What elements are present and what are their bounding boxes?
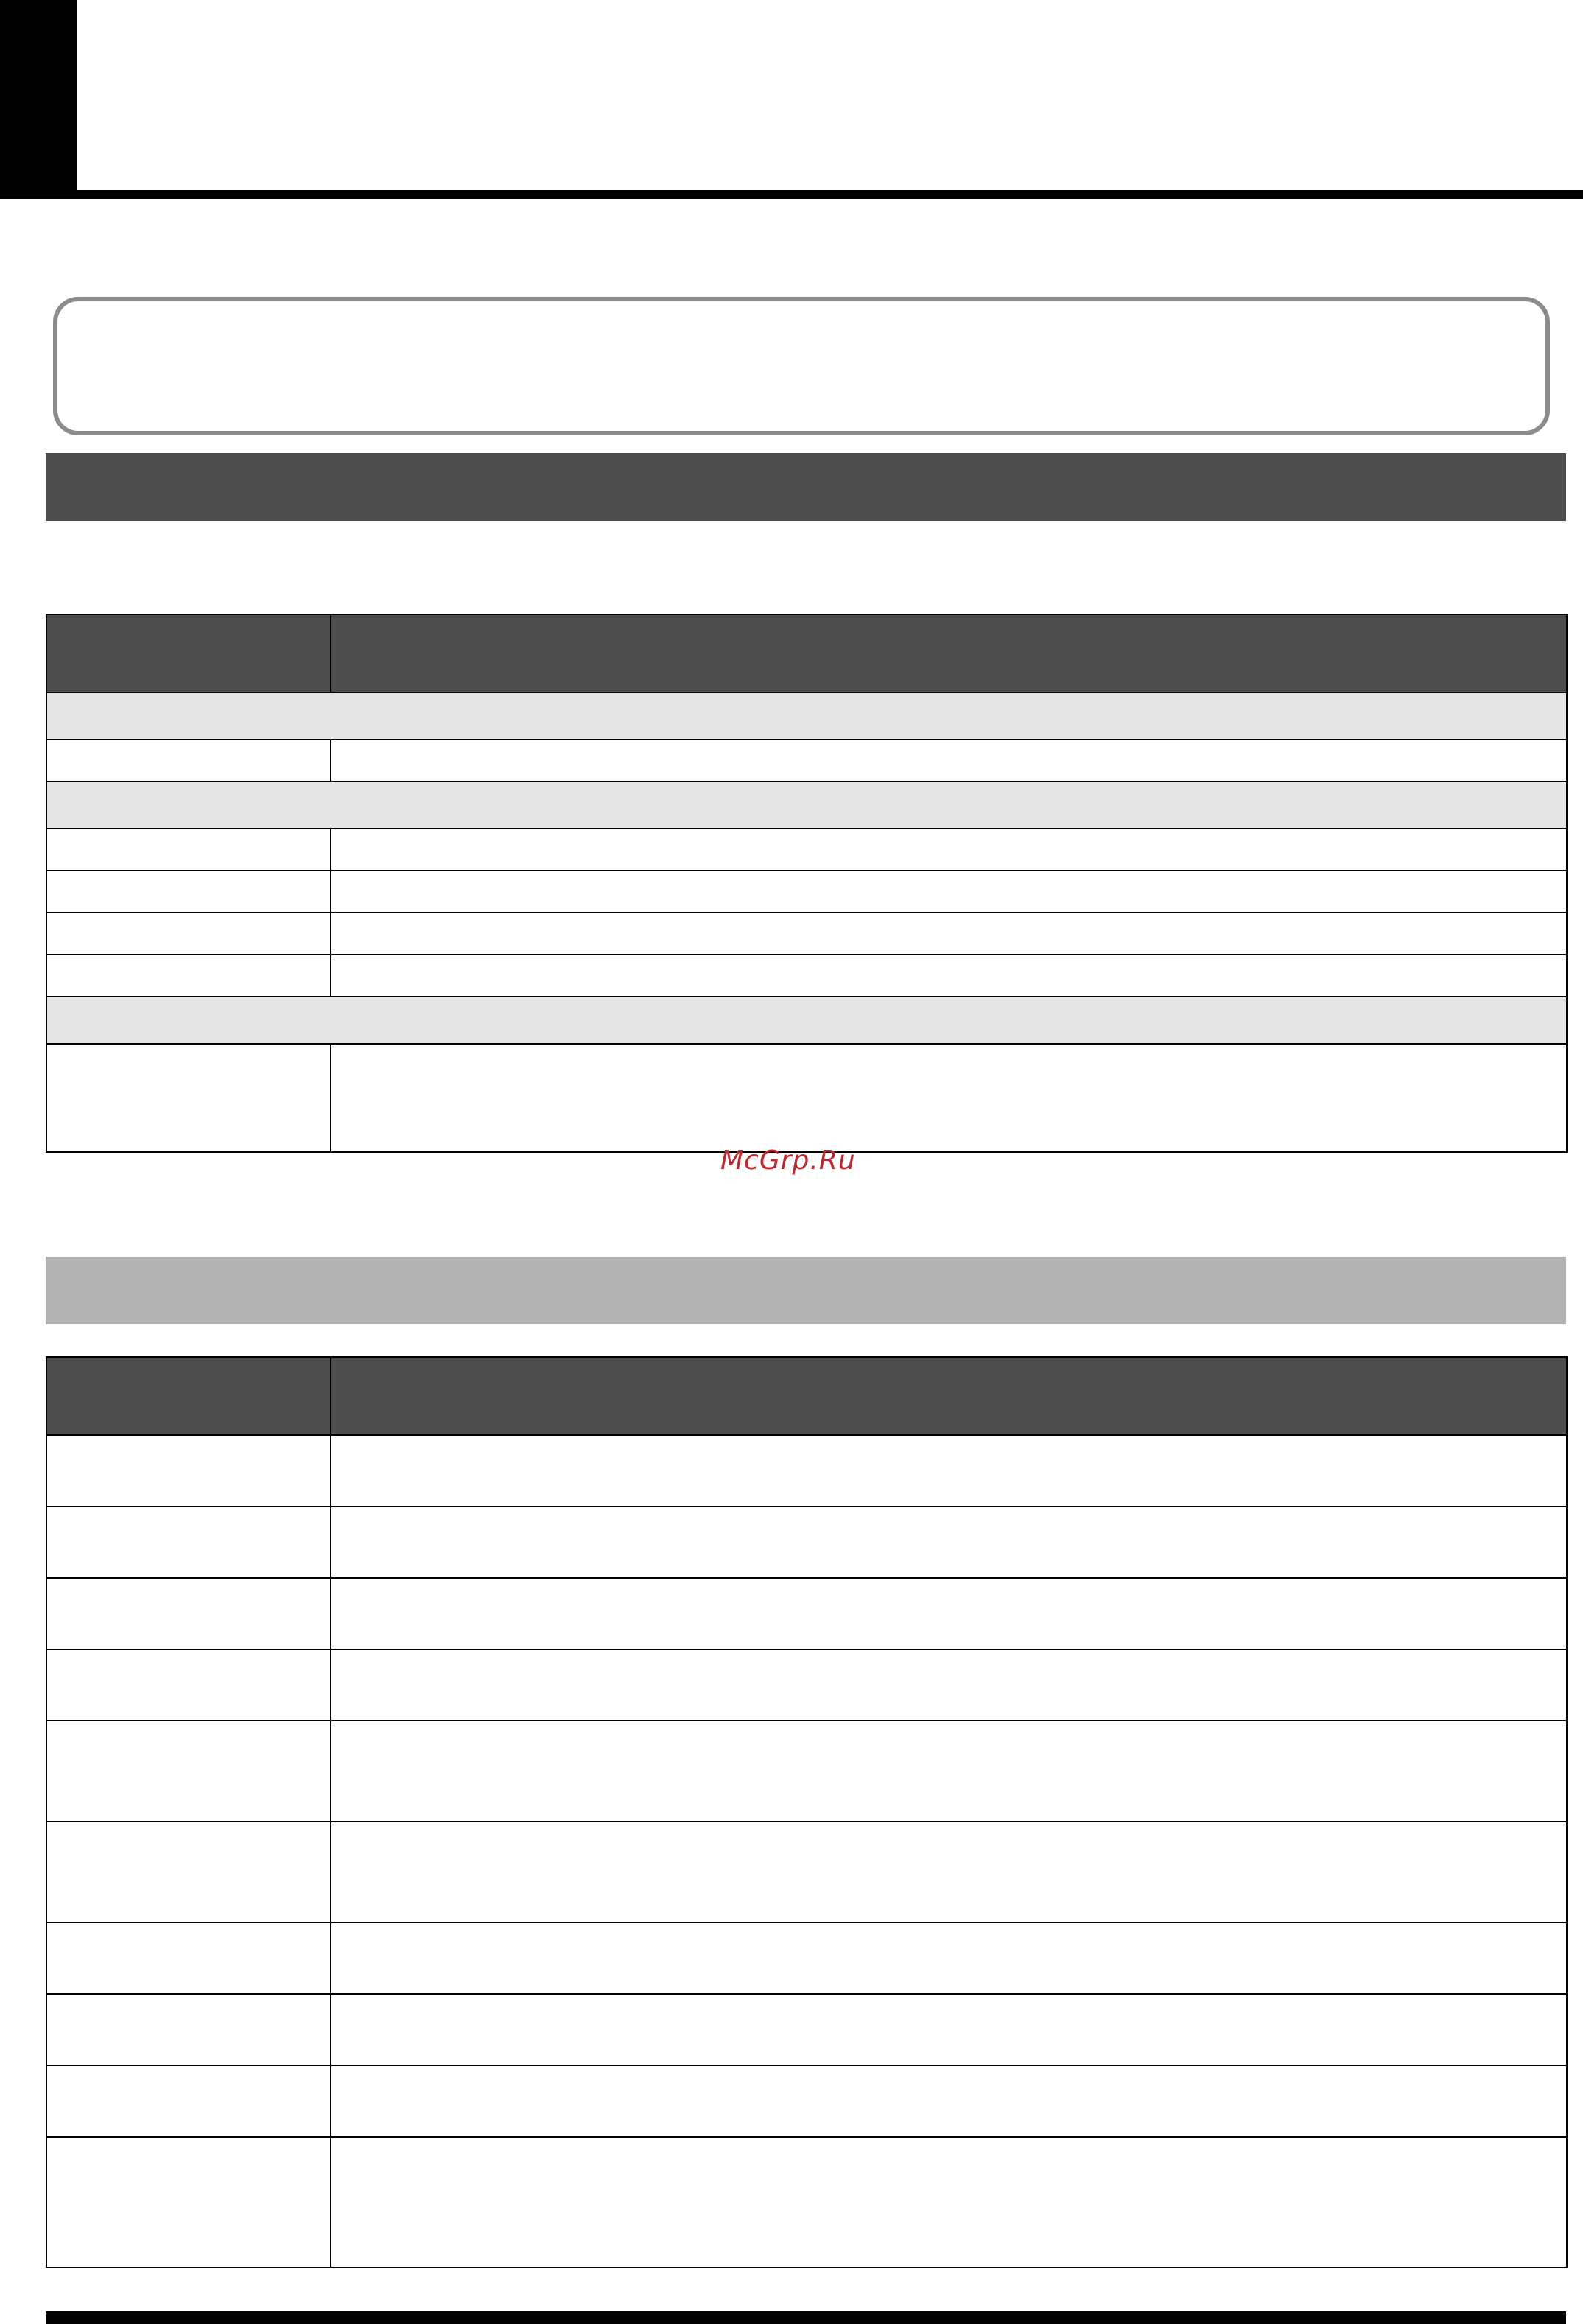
- corner-block: [0, 0, 77, 199]
- table-cell: [331, 1044, 1567, 1152]
- table-header-cell: [46, 614, 331, 692]
- table-cell: [331, 2137, 1567, 2267]
- table-cell: [46, 1721, 331, 1822]
- section-bar-2: [46, 1257, 1566, 1324]
- table-row: [46, 1923, 1567, 1994]
- table-cell: [46, 1435, 331, 1506]
- table-cell: [331, 1506, 1567, 1578]
- table-row: [46, 2137, 1567, 2267]
- table-cell: [331, 1994, 1567, 2065]
- table-row: [46, 2065, 1567, 2137]
- group-cell: [46, 692, 1567, 740]
- table-row: [46, 1649, 1567, 1721]
- table-cell: [46, 1994, 331, 2065]
- table-cell: [331, 913, 1567, 955]
- table-cell: [46, 913, 331, 955]
- table-cell: [331, 955, 1567, 997]
- table-row: [46, 1994, 1567, 2065]
- table-row: [46, 740, 1567, 782]
- table-cell: [46, 2065, 331, 2137]
- table-row: [46, 913, 1567, 955]
- table-cell: [46, 1822, 331, 1923]
- table-row: [46, 871, 1567, 913]
- table-cell: [331, 1822, 1567, 1923]
- table-header-cell: [331, 614, 1567, 692]
- table-cell: [46, 1923, 331, 1994]
- table-header-cell: [46, 1357, 331, 1435]
- table-cell: [46, 1578, 331, 1649]
- table-cell: [331, 740, 1567, 782]
- table-group-row: [46, 692, 1567, 740]
- footer-rule: [46, 2311, 1566, 2324]
- table-cell: [331, 829, 1567, 871]
- table-cell: [46, 955, 331, 997]
- table-header-cell: [331, 1357, 1567, 1435]
- table-cell: [46, 1649, 331, 1721]
- table-cell: [46, 1506, 331, 1578]
- table-row: [46, 1435, 1567, 1506]
- spec-table-2: [46, 1356, 1568, 2268]
- group-cell: [46, 782, 1567, 829]
- table-cell: [331, 1721, 1567, 1822]
- section-bar-1: [46, 453, 1566, 521]
- table-cell: [331, 871, 1567, 913]
- table-row: [46, 1721, 1567, 1822]
- watermark-text: McGrp.Ru: [720, 1145, 856, 1176]
- table-row: [46, 955, 1567, 997]
- table-cell: [331, 1923, 1567, 1994]
- table-header-row: [46, 1357, 1567, 1435]
- group-cell: [46, 997, 1567, 1044]
- table-cell: [331, 2065, 1567, 2137]
- table-cell: [331, 1435, 1567, 1506]
- header-rule: [77, 190, 1583, 199]
- rounded-note-box: [53, 297, 1550, 435]
- table-cell: [46, 740, 331, 782]
- table-row: [46, 1578, 1567, 1649]
- table-cell: [46, 871, 331, 913]
- table-cell: [46, 1044, 331, 1152]
- table-group-row: [46, 782, 1567, 829]
- table-row: [46, 829, 1567, 871]
- table-cell: [46, 829, 331, 871]
- table-header-row: [46, 614, 1567, 692]
- table-cell: [46, 2137, 331, 2267]
- table-row: [46, 1506, 1567, 1578]
- table-cell: [331, 1649, 1567, 1721]
- table-cell: [331, 1578, 1567, 1649]
- table-row: [46, 1044, 1567, 1152]
- spec-table-1: [46, 614, 1568, 1153]
- table-row: [46, 1822, 1567, 1923]
- table-group-row: [46, 997, 1567, 1044]
